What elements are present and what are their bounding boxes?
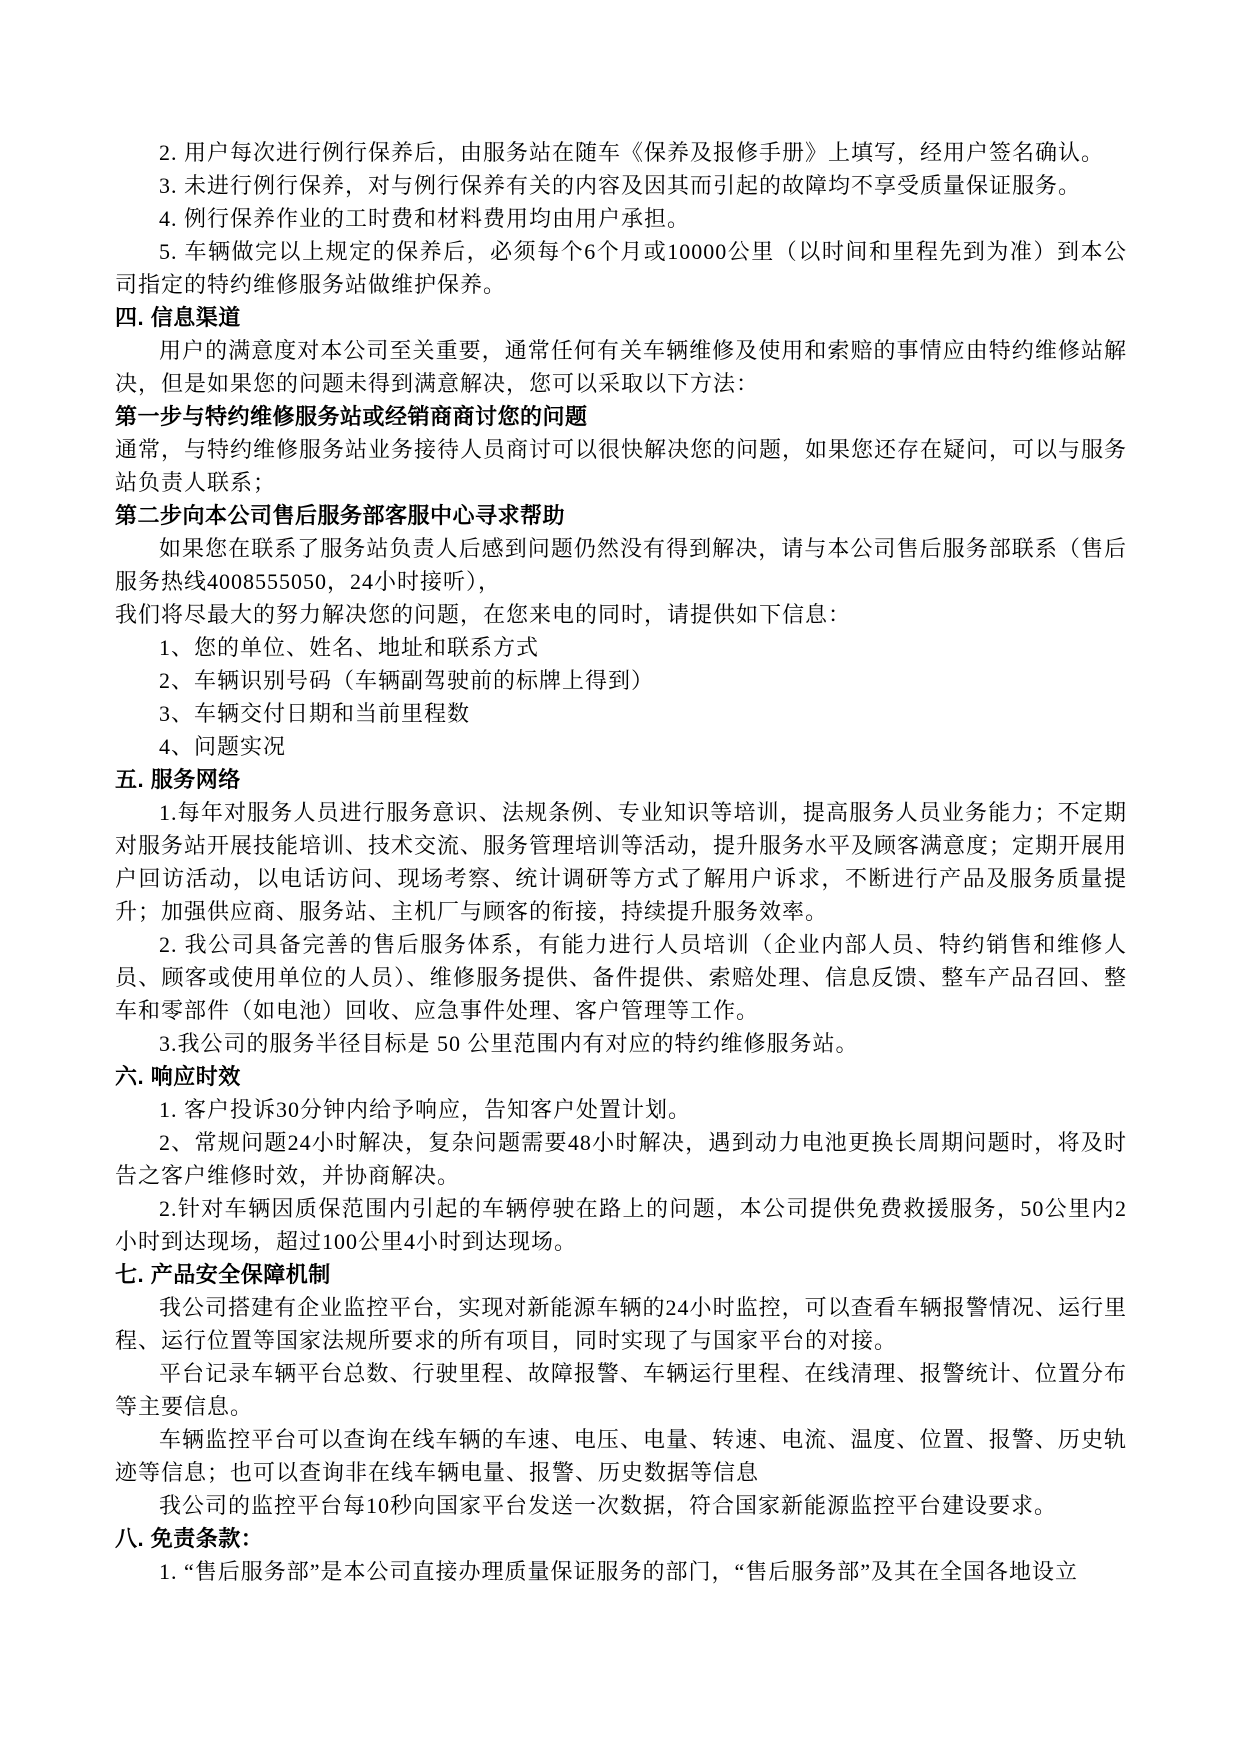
paragraph: 用户的满意度对本公司至关重要，通常任何有关车辆维修及使用和索赔的事情应由特约维修站解决，但是如果您的问题未得到满意解决，您可以采取以下方法： <box>115 338 1127 396</box>
paragraph: 3.我公司的服务半径目标是 50 公里范围内有对应的特约维修服务站。 <box>159 1031 859 1056</box>
paragraph: 如果您在联系了服务站负责人后感到问题仍然没有得到解决，请与本公司售后服务部联系（售后服务热线4008555050，24小时接听）， <box>115 536 1127 594</box>
paragraph: 2、车辆识别号码（车辆副驾驶前的标牌上得到） <box>159 668 655 693</box>
paragraph: 1. “售后服务部”是本公司直接办理质量保证服务的部门，“售后服务部”及其在全国各地设立 <box>159 1559 1079 1584</box>
document-content <box>115 136 1127 1588</box>
paragraph: 2. 我公司具备完善的售后服务体系，有能力进行人员培训（企业内部人员、特约销售和维修人员、顾客或使用单位的人员）、维修服务提供、备件提供、索赔处理、信息反馈、整车产品召回、整车和零部件（如电池）回收、应急事件处理、客户管理等工作。 <box>115 932 1127 1023</box>
paragraph: 5. 车辆做完以上规定的保养后，必须每个6个月或10000公里（以时间和里程先到为准）到本公司指定的特约维修服务站做维护保养。 <box>115 239 1127 297</box>
paragraph: 3、车辆交付日期和当前里程数 <box>159 701 471 726</box>
paragraph: 1.每年对服务人员进行服务意识、法规条例、专业知识等培训，提高服务人员业务能力；不定期对服务站开展技能培训、技术交流、服务管理培训等活动，提升服务水平及顾客满意度；定期开展用户回访活动，以电话访问、现场考察、统计调研等方式了解用户诉求，不断进行产品及服务质量提升；加强供应商、服务站、主机厂与顾客的衔接，持续提升服务效率。 <box>115 800 1128 924</box>
paragraph: 我们将尽最大的努力解决您的问题，在您来电的同时，请提供如下信息： <box>115 602 852 627</box>
section-heading: 六. 响应时效 <box>115 1064 241 1089</box>
paragraph: 我公司搭建有企业监控平台，实现对新能源车辆的24小时监控，可以查看车辆报警情况、运行里程、运行位置等国家法规所要求的所有项目，同时实现了与国家平台的对接。 <box>115 1295 1127 1353</box>
paragraph: 2. 用户每次进行例行保养后，由服务站在随车《保养及报修手册》上填写，经用户签名确认。 <box>159 140 1105 165</box>
paragraph: 平台记录车辆平台总数、行驶里程、故障报警、车辆运行里程、在线清理、报警统计、位置分布等主要信息。 <box>115 1361 1127 1419</box>
section-heading: 七. 产品安全保障机制 <box>115 1262 331 1287</box>
paragraph: 我公司的监控平台每10秒向国家平台发送一次数据，符合国家新能源监控平台建设要求。 <box>159 1493 1058 1518</box>
step-heading: 第二步向本公司售后服务部客服中心寻求帮助 <box>115 503 566 528</box>
step-heading: 第一步与特约维修服务站或经销商商讨您的问题 <box>115 404 588 429</box>
paragraph: 4. 例行保养作业的工时费和材料费用均由用户承担。 <box>159 206 691 231</box>
paragraph: 4、问题实况 <box>159 734 287 759</box>
section-heading: 五. 服务网络 <box>115 767 241 792</box>
paragraph: 车辆监控平台可以查询在线车辆的车速、电压、电量、转速、电流、温度、位置、报警、历史轨迹等信息；也可以查询非在线车辆电量、报警、历史数据等信息 <box>115 1427 1127 1485</box>
section-heading: 八. 免责条款： <box>115 1526 264 1551</box>
paragraph: 1、您的单位、姓名、地址和联系方式 <box>159 635 540 660</box>
section-heading: 四. 信息渠道 <box>115 305 241 330</box>
paragraph: 1. 客户投诉30分钟内给予响应，告知客户处置计划。 <box>159 1097 692 1122</box>
paragraph: 2、常规问题24小时解决，复杂问题需要48小时解决，遇到动力电池更换长周期问题时，将及时告之客户维修时效，并协商解决。 <box>115 1130 1127 1188</box>
paragraph: 3. 未进行例行保养，对与例行保养有关的内容及因其而引起的故障均不享受质量保证服务。 <box>159 173 1082 198</box>
paragraph: 通常，与特约维修服务站业务接待人员商讨可以很快解决您的问题，如果您还存在疑问，可以与服务站负责人联系； <box>115 437 1128 495</box>
paragraph: 2.针对车辆因质保范围内引起的车辆停驶在路上的问题，本公司提供免费救援服务，50公里内2小时到达现场，超过100公里4小时到达现场。 <box>115 1196 1127 1254</box>
